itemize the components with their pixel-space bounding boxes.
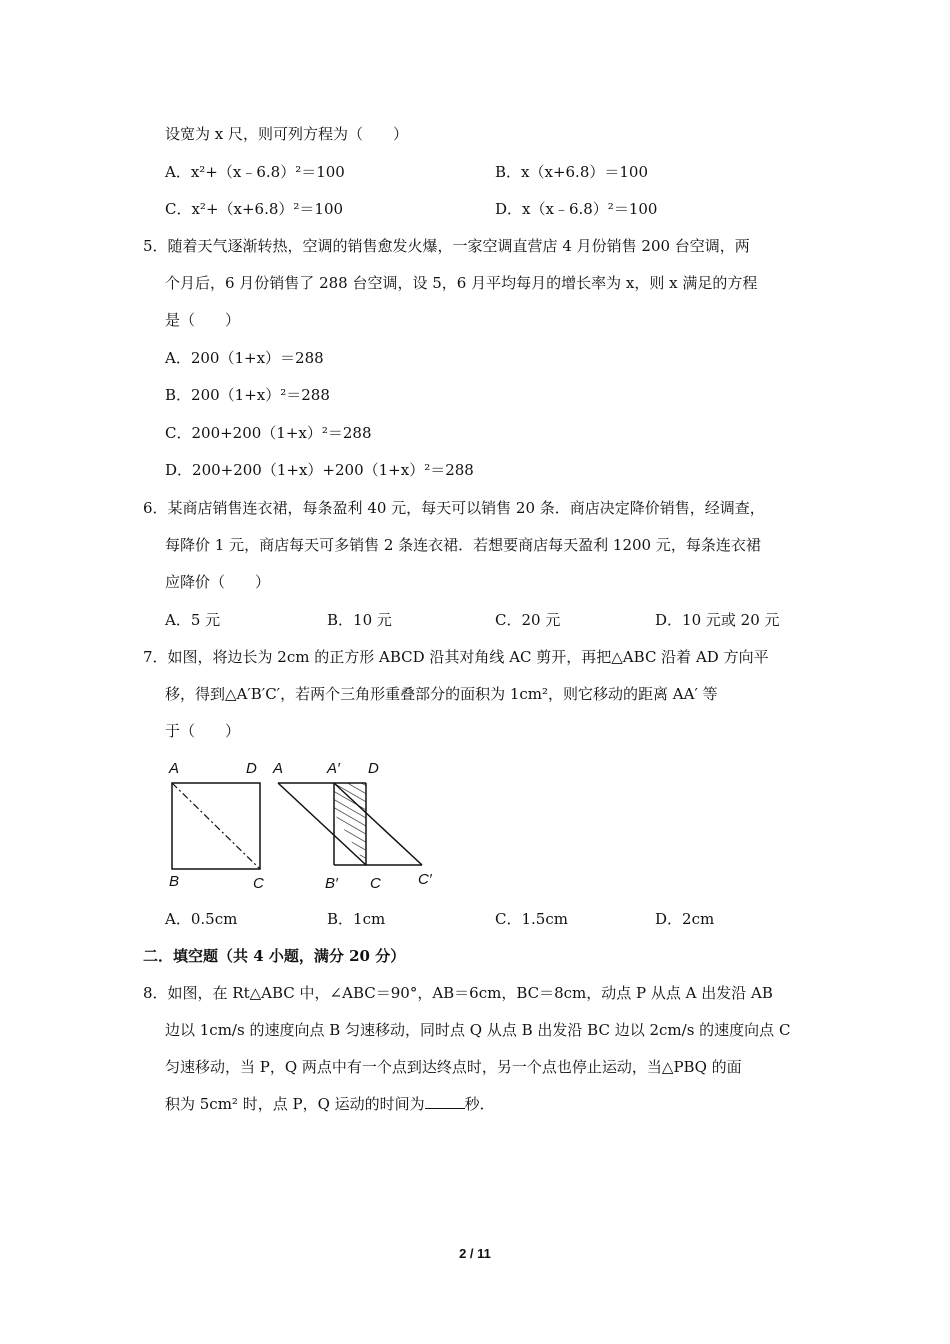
q5-option-a: A．200（1+x）＝288 (165, 349, 324, 367)
q5-option-b: B．200（1+x）²＝288 (165, 386, 330, 404)
q8-line-1: 8．如图，在 Rt△ABC 中，∠ABC＝90°，AB＝6cm，BC＝8cm，动点 P 从点 A 出发沿 AB (143, 984, 773, 1002)
section-2-heading: 二．填空题（共 4 小题，满分 20 分） (143, 947, 406, 965)
page-number: 2 / 11 (459, 1246, 491, 1261)
label-left-c: C (253, 875, 264, 892)
label-right-d: D (368, 760, 379, 777)
q4-option-c: C．x²+（x+6.8）²＝100 (165, 200, 344, 218)
q5-line-1: 5．随着天气逐渐转热，空调的销售愈发火爆，一家空调直营店 4 月份销售 200 台空调，两 (143, 237, 750, 255)
left-diagonal-ac (172, 783, 260, 869)
q5-line-2: 个月后，6 月份销售了 288 台空调，设 5，6 月平均每月的增长率为 x，则 x 满足的方程 (165, 274, 758, 292)
label-right-b-prime: B′ (325, 875, 338, 892)
q7-line-2: 移，得到△A′B′C′，若两个三角形重叠部分的面积为 1cm²，则它移动的距离 AA′ 等 (165, 685, 718, 703)
q5-line-3: 是（ ） (165, 311, 241, 329)
q4-option-a: A．x²+（x﹣6.8）²＝100 (165, 163, 345, 181)
q6-option-d: D．10 元或 20 元 (655, 611, 780, 629)
q7-figure-svg (160, 756, 450, 896)
q8-line-3: 匀速移动，当 P，Q 两点中有一个点到达终点时，另一个点也停止运动，当△PBQ 的面 (165, 1058, 742, 1076)
q6-option-b: B．10 元 (327, 611, 392, 629)
q8-answer-blank (425, 1094, 465, 1109)
q7-option-d: D．2cm (655, 910, 715, 928)
q6-line-1: 6．某商店销售连衣裙，每条盈利 40 元，每天可以销售 20 条．商店决定降价销售，经调查， (143, 499, 765, 517)
q4-option-b: B．x（x+6.8）＝100 (495, 163, 648, 181)
q4-stem-tail: 设宽为 x 尺，则可列方程为（ ） (165, 125, 408, 143)
q6-line-2: 每降价 1 元，商店每天可多销售 2 条连衣裙．若想要商店每天盈利 1200 元，每条连衣裙 (165, 536, 761, 554)
q7-line-1: 7．如图，将边长为 2cm 的正方形 ABCD 沿其对角线 AC 剪开，再把△ABC 沿着 AD 方向平 (143, 648, 769, 666)
q7-figure (160, 756, 450, 896)
q6-option-a: A．5 元 (165, 611, 221, 629)
label-left-a: A (169, 760, 180, 777)
label-right-a: A (273, 760, 284, 777)
q8-line-4 (165, 1094, 495, 1114)
q7-option-b: B．1cm (327, 910, 386, 928)
label-left-d: D (246, 760, 257, 777)
q8-line-4-pre: 积为 5cm² 时，点 P，Q 运动的时间为 (165, 1095, 425, 1113)
q6-line-3: 应降价（ ） (165, 573, 271, 591)
label-right-c: C (370, 875, 381, 892)
q8-line-4-post: 秒． (464, 1095, 495, 1113)
label-right-a-prime: A′ (327, 760, 340, 777)
q7-line-3: 于（ ） (165, 722, 241, 740)
label-right-c-prime: C′ (418, 871, 432, 888)
q7-option-c: C．1.5cm (495, 910, 568, 928)
q8-line-2: 边以 1cm/s 的速度向点 B 匀速移动，同时点 Q 从点 B 出发沿 BC 边以 2cm/s 的速度向点 C (165, 1021, 791, 1039)
label-left-b: B (169, 873, 180, 890)
q4-option-d: D．x（x﹣6.8）²＝100 (495, 200, 658, 218)
q7-option-a: A．0.5cm (165, 910, 238, 928)
q6-option-c: C．20 元 (495, 611, 561, 629)
q5-option-d: D．200+200（1+x）+200（1+x）²＝288 (165, 461, 474, 479)
q5-option-c: C．200+200（1+x）²＝288 (165, 424, 372, 442)
